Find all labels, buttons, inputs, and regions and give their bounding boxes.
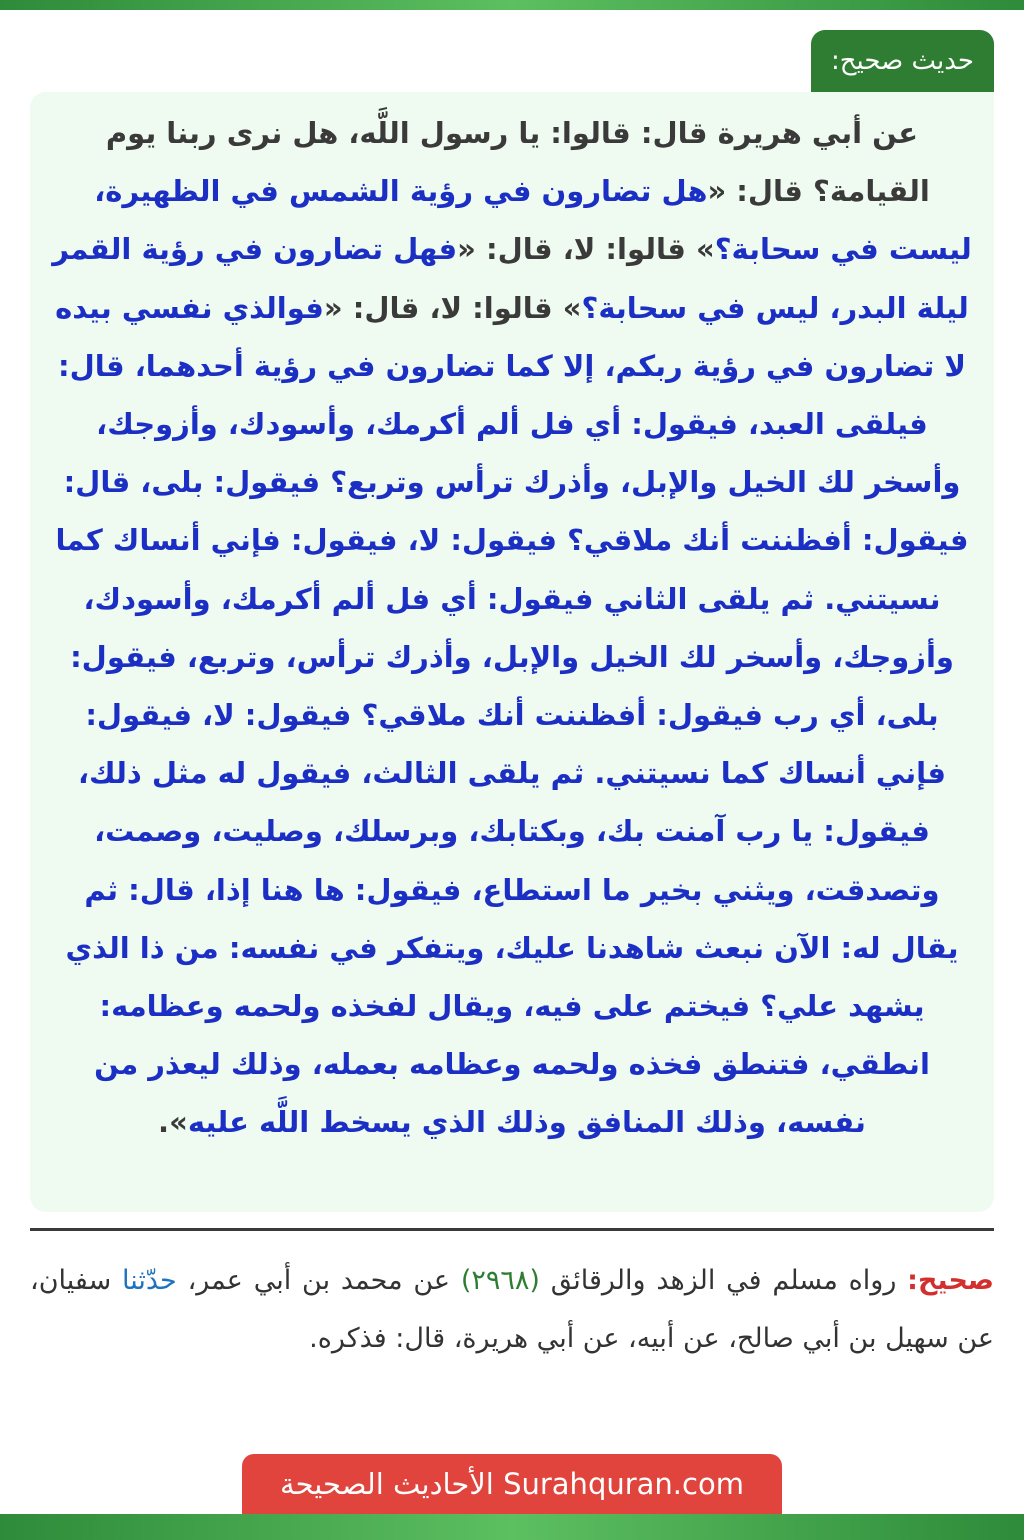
companions-reply-2: » قالوا: لا، قال: « [323, 290, 582, 325]
companions-reply-1: » قالوا: لا، قال: « [457, 232, 715, 267]
takhrij-part-1: رواه مسلم في الزهد والرقائق [539, 1265, 908, 1296]
bottom-decorative-bar [0, 1514, 1024, 1540]
top-decorative-bar [0, 0, 1024, 10]
haddathana-word: حدّثنا [122, 1265, 177, 1296]
takhrij-part-3: سفيان، عن سهيل بن أبي صالح، عن أبيه، عن أبي هريرة، قال: فذكره. [30, 1265, 994, 1354]
section-divider [30, 1228, 994, 1231]
takhrij-part-2: عن محمد بن أبي عمر، [176, 1265, 461, 1296]
hadith-isnad: عن أبي هريرة قال: قالوا: يا رسول اللَّه، هل نرى ربنا يوم القيامة؟ قال: « [105, 116, 930, 209]
prophet-question-1: هل تضارون في رؤية الشمس في الظهيرة، ليست في سحابة؟ [94, 174, 972, 267]
prophet-speech: فوالذي نفسي بيده لا تضارون في رؤية ربكم، إلا كما تضارون في رؤية أحدهما، قال: فيلقى العبد، فيقول: أي فل ألم أكرمك، وأسودك، وأزوجك، وأسخر لك الخيل والإبل، وأذرك ترأس وتربع؟ فيقول: بلى، قال: فيقول: أفظننت أنك ملاقي؟ فيقول: لا، فيقول: فإني أنساك كما نسيتني. ثم يلقى الثاني فيقول: أي فل ألم أكرمك، وأسودك، وأزوجك، وأسخر لك الخيل والإبل، وأذرك ترأس، وتربع، فيقول: بلى، أي رب فيقول: أفظننت أنك ملاقي؟ فيقول: لا، فيقول: فإني أنساك كما نسيتني. ثم يلقى الثالث، فيقول له مثل ذلك، فيقول: يا رب آمنت بك، وبكتابك، وبرسلك، وصليت، وصمت، وتصدقت، ويثني بخير ما استطاع، فيقول: ها هنا إذا، قال: ثم يقال له: الآن نبعث شاهدنا عليك، ويتفكر في نفسه: من ذا الذي يشهد علي؟ فيختم على فيه، ويقال لفخذه ولحمه وعظامه: انطقي، فتنطق فخذه ولحمه وعظامه بعمله، وذلك ليعذر من نفسه، وذلك المنافق وذلك الذي يسخط اللَّه عليه [55, 290, 969, 1140]
hadith-end: ». [158, 1105, 188, 1140]
site-footer-badge: الأحاديث الصحيحة Surahquran.com [242, 1454, 782, 1514]
takhrij-text [30, 1252, 994, 1368]
grade-label: صحيح: [907, 1265, 994, 1296]
hadith-text-box [30, 92, 994, 1212]
hadith-grade-label: حديث صحيح: [811, 30, 994, 92]
hadith-text [52, 104, 972, 1152]
hadith-number: (٢٩٦٨) [460, 1265, 540, 1296]
prophet-question-2: فهل تضارون في رؤية القمر ليلة البدر، ليس في سحابة؟ [52, 232, 969, 325]
